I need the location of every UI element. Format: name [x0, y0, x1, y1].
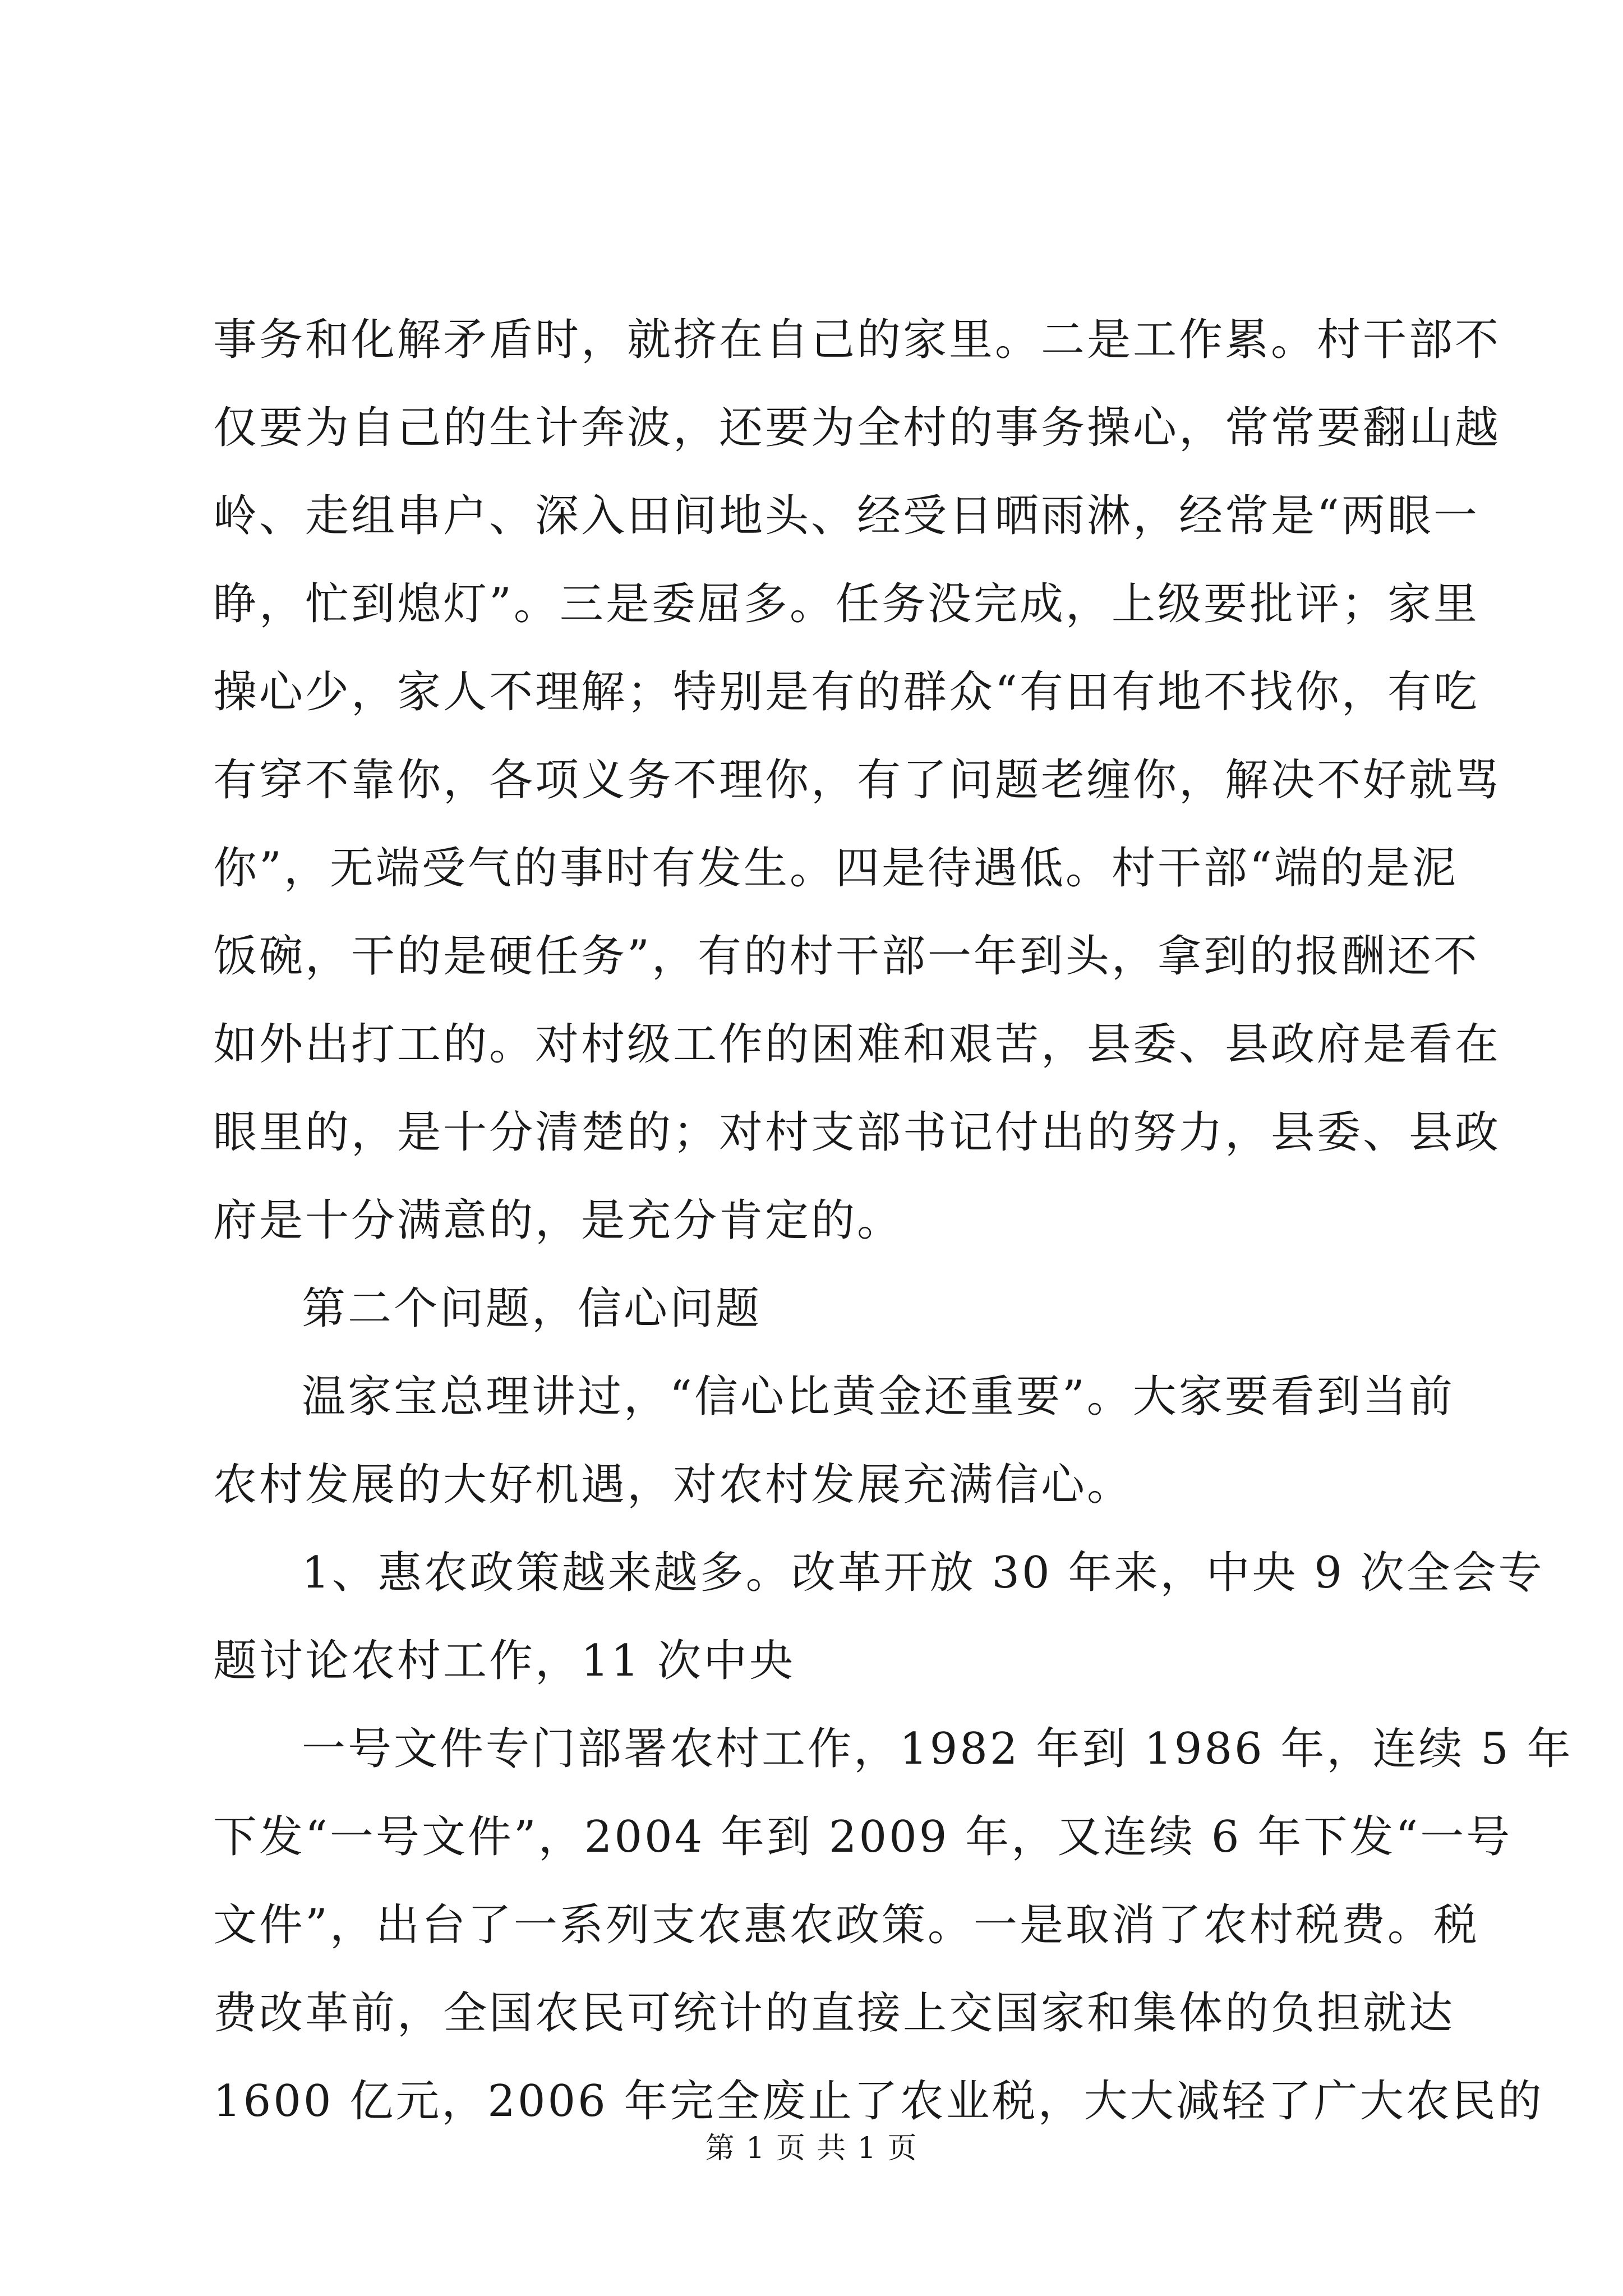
paragraph-text: 1、惠农政策越来越多。改革开放 30 年来，中央 9 次全会专 — [302, 1548, 1544, 1598]
paragraph-text: 1600 亿元，2006 年完全废止了农业税，大大减轻了广大农民的 — [213, 2076, 1544, 2127]
paragraph-text: 饭碗，干的是硬任务”，有的村干部一年到头，拿到的报酬还不 — [213, 931, 1479, 982]
page-number-footer: 第 1 页 共 1 页 — [705, 2132, 918, 2165]
paragraph-text: 费改革前，全国农民可统计的直接上交国家和集体的负担就达 — [213, 1988, 1455, 2039]
paragraph-text: 眼里的，是十分清楚的；对村支部书记付出的努力，县委、县政 — [213, 1107, 1501, 1158]
paragraph-text: 仅要为自己的生计奔波，还要为全村的事务操心，常常要翻山越 — [213, 403, 1501, 453]
text-line — [0, 1176, 1623, 1266]
text-line — [0, 1352, 1623, 1442]
paragraph-text: 岭、走组串户、深入田间地头、经受日晒雨淋，经常是“两眼一 — [213, 491, 1479, 541]
text-line — [0, 1264, 1623, 1354]
paragraph-text: 睁，忙到熄灯”。三是委屈多。任务没完成，上级要批评；家里 — [213, 579, 1479, 629]
text-line — [0, 295, 1623, 385]
text-line — [0, 1704, 1623, 1794]
text-line — [0, 1968, 1623, 2058]
text-line — [0, 1528, 1623, 1618]
text-line — [0, 383, 1623, 473]
text-line — [0, 1792, 1623, 1882]
paragraph-text: 有穿不靠你，各项义务不理你，有了问题老缠你，解决不好就骂 — [213, 755, 1501, 806]
paragraph-text: 题讨论农村工作，11 次中央 — [213, 1636, 796, 1686]
paragraph-text: 事务和化解矛盾时，就挤在自己的家里。二是工作累。村干部不 — [213, 315, 1501, 365]
text-line — [0, 735, 1623, 825]
paragraph-text: 一号文件专门部署农村工作，1982 年到 1986 年，连续 5 年 — [302, 1724, 1573, 1774]
text-line — [0, 1088, 1623, 1177]
text-line — [0, 1616, 1623, 1706]
paragraph-text: 如外出打工的。对村级工作的困难和艰苦，县委、县政府是看在 — [213, 1019, 1501, 1070]
text-line — [0, 471, 1623, 561]
paragraph-text: 农村发展的大好机遇，对农村发展充满信心。 — [213, 1460, 1133, 1510]
text-line — [0, 559, 1623, 649]
paragraph-text: 文件”，出台了一系列支农惠农政策。一是取消了农村税费。税 — [213, 1900, 1479, 1950]
text-line — [0, 823, 1623, 913]
text-line — [0, 1000, 1623, 1089]
paragraph-text: 下发“一号文件”，2004 年到 2009 年，又连续 6 年下发“一号 — [213, 1812, 1513, 1862]
paragraph-text: 你”，无端受气的事时有发生。四是待遇低。村干部“端的是泥 — [213, 843, 1458, 894]
paragraph-text: 操心少，家人不理解；特别是有的群众“有田有地不找你，有吃 — [213, 667, 1479, 717]
text-line — [0, 1440, 1623, 1530]
text-line — [0, 647, 1623, 737]
text-line — [0, 912, 1623, 1001]
paragraph-text: 温家宝总理讲过，“信心比黄金还重要”。大家要看到当前 — [302, 1372, 1455, 1422]
paragraph-text: 府是十分满意的，是充分肯定的。 — [213, 1195, 903, 1246]
section-heading: 第二个问题，信心问题 — [302, 1283, 762, 1334]
text-line — [0, 1880, 1623, 1970]
